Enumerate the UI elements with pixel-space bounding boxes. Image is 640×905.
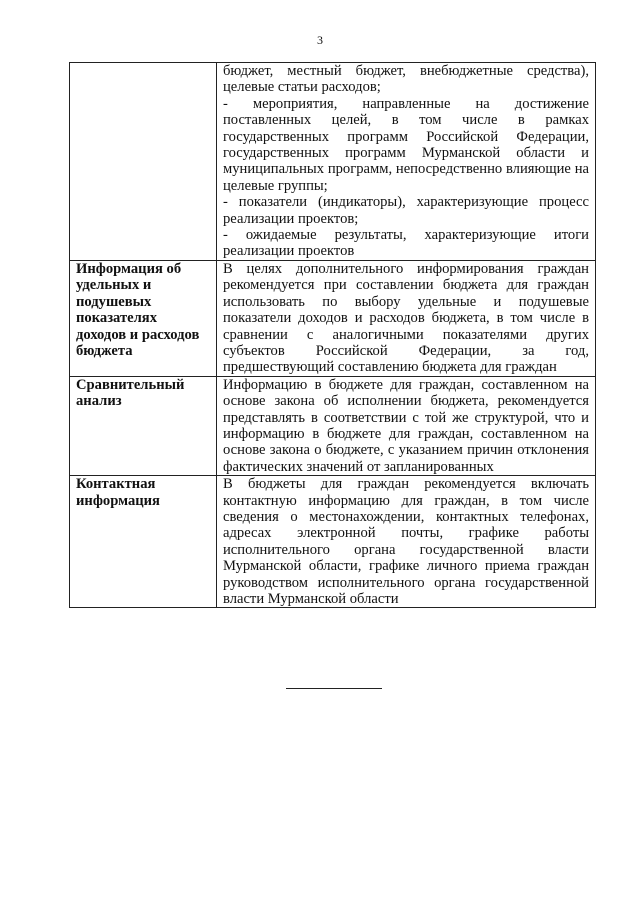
row-heading	[70, 63, 217, 261]
content-paragraph: Информацию в бюджете для граждан, составленном на основе закона об исполнении бюджета, рекомендуется представлять в соответствии с той же структурой, что и информацию в бюджете для граждан, составленном на основе закона о бюджете, с указанием причин отклонения фактических значений от запланированных	[223, 376, 589, 475]
row-heading: Контактная информация	[70, 476, 217, 608]
row-content	[217, 476, 596, 608]
list-item: - ожидаемые результаты, характеризующие итоги реализации проектов	[223, 227, 589, 260]
page-number: 3	[317, 33, 323, 47]
table-row	[70, 260, 596, 376]
row-heading: Сравнительный анализ	[70, 376, 217, 475]
row-content	[217, 63, 596, 261]
row-content	[217, 376, 596, 475]
content-paragraph: В целях дополнительного информирования граждан рекомендуется при составлении бюджета для граждан использовать по выбору удельные и подушевые показатели доходов и расходов бюджета, в том числе в сравнении с аналогичными показателями других субъектов Российской Федерации, за год, предшествующий составлению бюджета для граждан	[223, 260, 589, 376]
budget-info-table	[69, 62, 596, 608]
row-content	[217, 260, 596, 376]
list-item: - показатели (индикаторы), характеризующие процесс реализации проектов;	[223, 194, 589, 227]
content-paragraph: В бюджеты для граждан рекомендуется включать контактную информацию для граждан, в том числе сведения о местонахождении, контактных телефонах, адресах электронной почты, графике работы исполнительного органа государственной власти Мурманской области, графике личного приема граждан руководством исполнительного органа государственной власти Мурманской области	[223, 476, 589, 607]
list-item: - мероприятия, направленные на достижение поставленных целей, в том числе в рамках государственных программ Российской Федерации, государственных программ Мурманской области и муниципальных программ, непосредственно влияющие на целевые группы;	[223, 95, 589, 194]
content-paragraph: бюджет, местный бюджет, внебюджетные средства), целевые статьи расходов;	[223, 63, 589, 96]
table-row	[70, 376, 596, 475]
table-row	[70, 476, 596, 608]
row-heading: Информация об удельных и подушевых показателях доходов и расходов бюджета	[70, 260, 217, 376]
footer-divider	[286, 688, 382, 689]
table-row	[70, 63, 596, 261]
